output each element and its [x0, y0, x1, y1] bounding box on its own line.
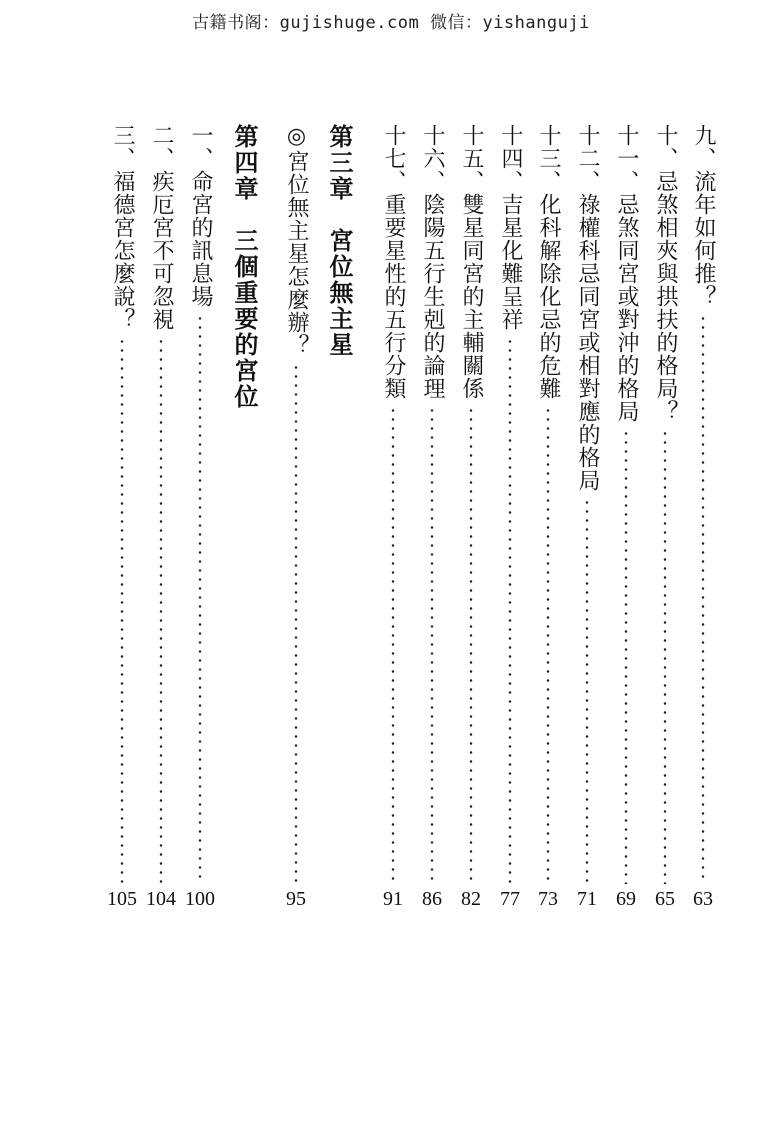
dot-leader [701, 314, 705, 884]
toc-entry-title: 十六、陰陽五行生剋的論理 [420, 124, 445, 400]
toc-page-number: 63 [693, 888, 713, 910]
toc-entry-title: 九、流年如何推？ [691, 124, 716, 308]
toc-entry [496, 124, 524, 884]
chapter-heading [325, 124, 353, 884]
dot-leader [585, 498, 589, 884]
toc-page-number: 77 [500, 888, 520, 910]
toc-entry [379, 124, 407, 884]
toc-entry-title: 二、疾厄宮不可忽視 [149, 124, 174, 331]
toc-entry [282, 124, 310, 884]
toc-entry-title: ◎宮位無主星怎麼辦？ [284, 124, 309, 357]
toc-entry [457, 124, 485, 884]
toc-entry-title: 一、命宮的訊息場 [188, 124, 213, 308]
toc-entry-title: 十二、祿權科忌同宮或相對應的格局 [575, 124, 600, 492]
toc-entry-title: 十三、化科解除化忌的危難 [536, 124, 561, 400]
toc-page-number: 104 [146, 888, 176, 910]
toc-page-number: 73 [538, 888, 558, 910]
toc-entry-title: 十一、忌煞同宮或對沖的格局 [614, 124, 639, 423]
toc-entry [689, 124, 717, 884]
dot-leader [469, 406, 473, 884]
dot-leader [663, 429, 667, 884]
chapter-heading [230, 124, 258, 884]
toc-entry-title: 十五、雙星同宮的主輔關係 [459, 124, 484, 400]
dot-leader [546, 406, 550, 884]
toc-entry-title: 三、福德宮怎麼說？ [110, 124, 135, 331]
toc-page-number: 86 [422, 888, 442, 910]
toc-page-number: 105 [107, 888, 137, 910]
toc-entry [573, 124, 601, 884]
watermark: 古籍书阁：gujishuge.com 微信：yishanguji [192, 13, 590, 33]
dot-leader [198, 314, 202, 884]
toc-entry-title: 十四、吉星化難呈祥 [498, 124, 523, 331]
dot-leader [430, 406, 434, 884]
dot-leader [508, 337, 512, 884]
chapter-title: 第三章 宮位無主星 [325, 124, 354, 358]
toc-page-number: 95 [286, 888, 306, 910]
dot-leader [294, 363, 298, 884]
toc-page-number: 71 [577, 888, 597, 910]
toc-page-number: 65 [655, 888, 675, 910]
toc-page-number: 82 [461, 888, 481, 910]
toc-entry [534, 124, 562, 884]
toc-entry-title: 十、忌煞相夾與拱扶的格局？ [653, 124, 678, 423]
dot-leader [391, 406, 395, 884]
toc-entry-title: 十七、重要星性的五行分類 [381, 124, 406, 400]
dot-leader [159, 337, 163, 884]
toc-page-number: 91 [383, 888, 403, 910]
toc-entry [108, 124, 136, 884]
toc-entry [612, 124, 640, 884]
toc-entry [186, 124, 214, 884]
toc-page-number: 100 [185, 888, 215, 910]
dot-leader [624, 429, 628, 884]
dot-leader [120, 337, 124, 884]
toc-entry [418, 124, 446, 884]
toc-page-number: 69 [616, 888, 636, 910]
toc-entry [651, 124, 679, 884]
chapter-title: 第四章 三個重要的宮位 [230, 124, 259, 410]
toc-entry [147, 124, 175, 884]
